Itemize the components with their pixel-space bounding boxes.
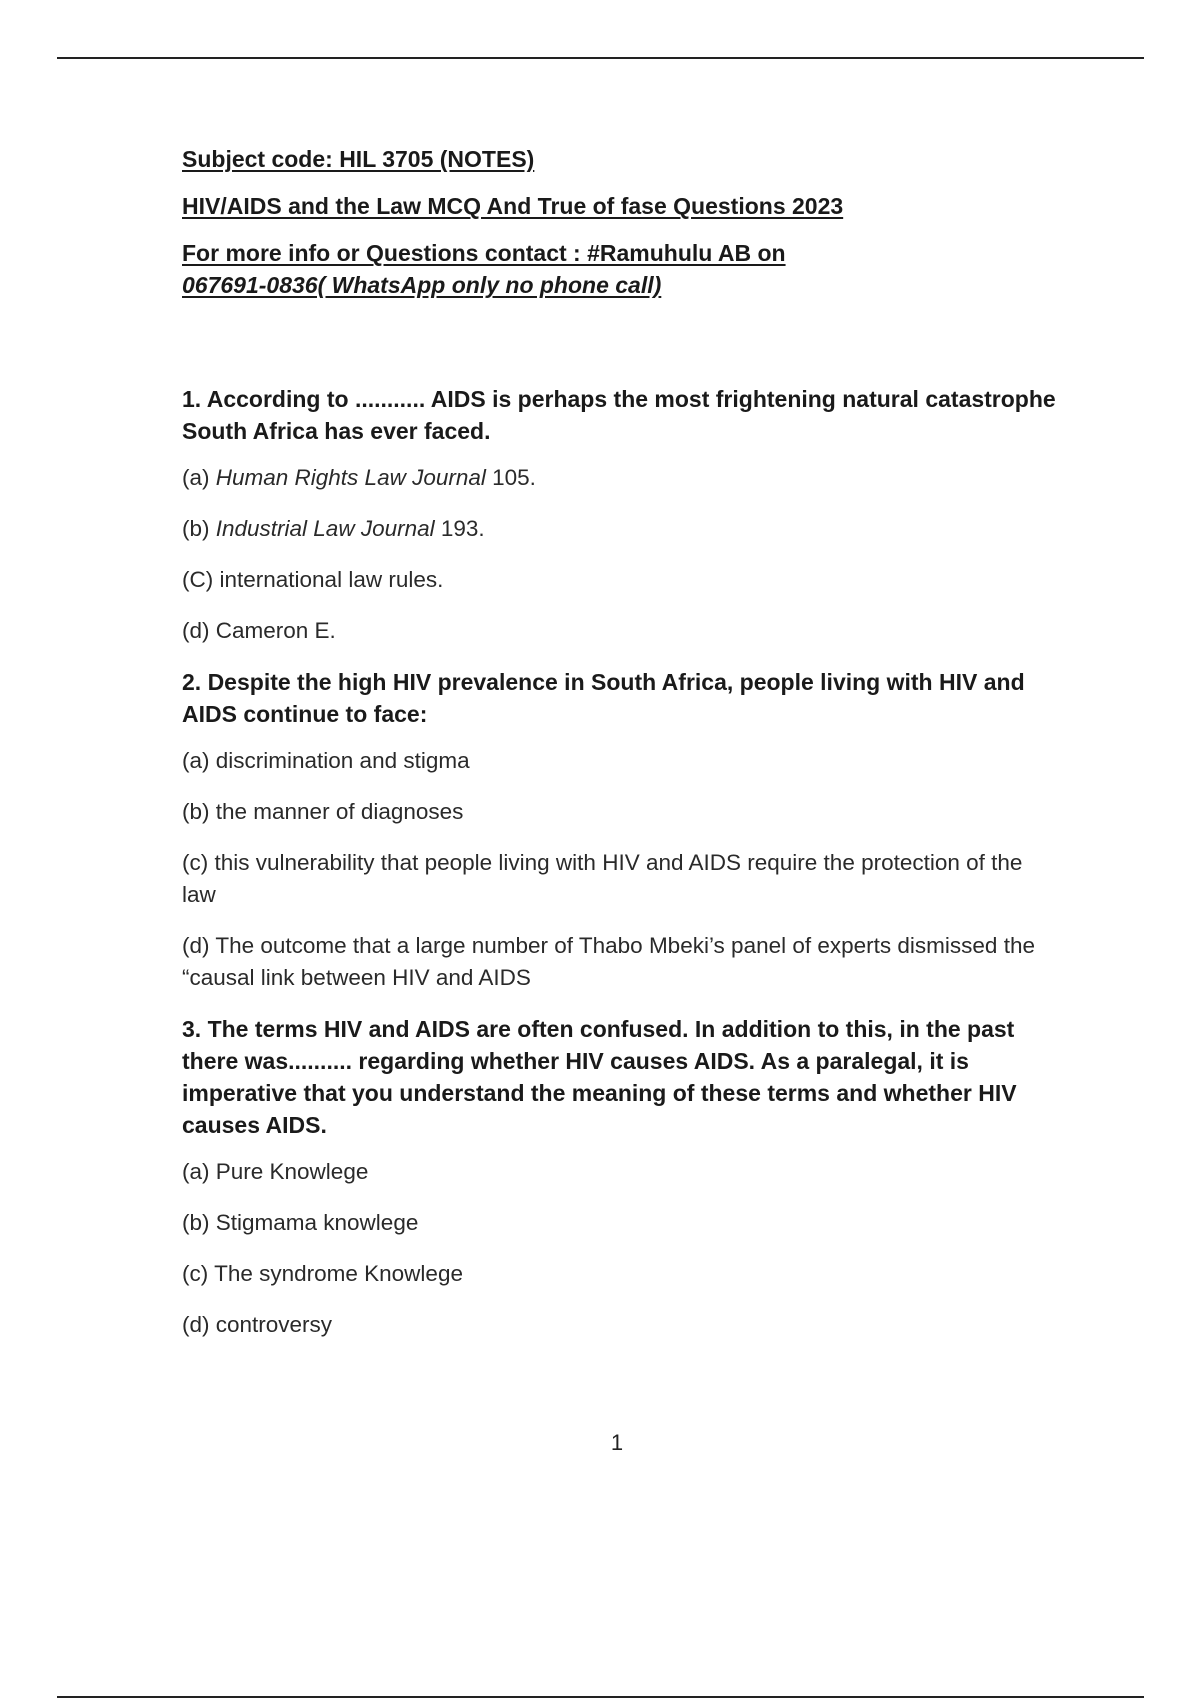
option-2b: (b) the manner of diagnoses xyxy=(182,799,464,824)
option-2c: (c) this vulnerability that people living with HIV and AIDS require the protection of the law xyxy=(182,850,1023,907)
question-1: 1. According to ........... AIDS is perhaps the most frightening natural catastrophe South Africa has ever faced. xyxy=(182,386,1056,444)
contact-phone: 067691-0836( WhatsApp only no phone call) xyxy=(182,272,662,298)
journal-page: 193. xyxy=(434,516,485,541)
journal-page: 105. xyxy=(485,465,536,490)
option-3c: (c) The syndrome Knowlege xyxy=(182,1261,463,1286)
option-3a: (a) Pure Knowlege xyxy=(182,1159,369,1184)
option-2d: (d) The outcome that a large number of Thabo Mbeki’s panel of experts dismissed the “causal link between HIV and AIDS xyxy=(182,933,1035,990)
question-3: 3. The terms HIV and AIDS are often confused. In addition to this, in the past there was.......... regarding whether HIV causes AIDS. As a paralegal, it is imperative that you understand the meaning of these terms and whether HIV causes AIDS. xyxy=(182,1016,1017,1138)
top-rule xyxy=(57,57,1144,59)
option-label: (b) xyxy=(182,516,216,541)
document-title: HIV/AIDS and the Law MCQ And True of fase Questions 2023 xyxy=(182,193,844,219)
bottom-rule xyxy=(57,1696,1144,1698)
page-number: 1 xyxy=(610,1430,624,1455)
journal-name: Human Rights Law Journal xyxy=(215,465,486,490)
option-1c: (C) international law rules. xyxy=(182,567,444,592)
question-2: 2. Despite the high HIV prevalence in South Africa, people living with HIV and AIDS continue to face: xyxy=(182,669,1025,727)
option-1a xyxy=(182,462,1062,494)
option-2a: (a) discrimination and stigma xyxy=(182,748,470,773)
contact-info xyxy=(182,237,1062,301)
option-3d: (d) controversy xyxy=(182,1312,333,1337)
contact-line: For more info or Questions contact : #Ramuhulu AB on xyxy=(182,240,786,266)
option-1b xyxy=(182,513,1062,545)
subject-code: Subject code: HIL 3705 (NOTES) xyxy=(182,146,535,172)
journal-name: Industrial Law Journal xyxy=(215,516,435,541)
document-body xyxy=(182,143,1062,1360)
option-label: (a) xyxy=(182,465,216,490)
option-3b: (b) Stigmama knowlege xyxy=(182,1210,419,1235)
option-1d: (d) Cameron E. xyxy=(182,618,336,643)
